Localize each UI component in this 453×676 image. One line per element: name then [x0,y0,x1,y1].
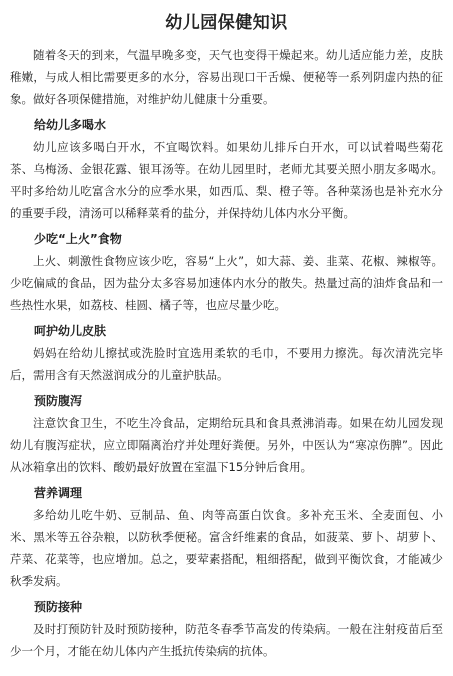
intro-paragraph: 随着冬天的到来，气温早晚多变，天气也变得干燥起来。幼儿适应能力差，皮肤稚嫩，与成人相比需要更多的水分，容易出现口干舌燥、便秘等一系列阴虚内热的征象。做好各项保健措施，对维护幼儿健康十分重要。 [10,48,443,106]
section-heading-nutrition: 营养调理 [34,486,83,500]
section-text-water: 幼儿应该多喝白开水，不宜喝饮料。如果幼儿排斥白开水，可以试着喝些菊花茶、乌梅汤、金银花露、银耳汤等。在幼儿园里时，老师尤其要关照小朋友多喝水。平时多给幼儿吃富含水分的应季水果，如西瓜、梨、橙子等。各种菜汤也是补充水分的重要手段，清汤可以稀释菜肴的盐分，并保持幼儿体内水分平衡。 [10,140,443,220]
section-text-food: 上火、刺激性食物应该少吃，容易“上火”，如大蒜、姜、韭菜、花椒、辣椒等。少吃偏咸的食品，因为盐分太多容易加速体内水分的散失。热量过高的油炸食品和一些热性水果，如荔枝、桂圆、橘子等，也应尽量少吃。 [10,254,443,312]
section-text-skin: 妈妈在给幼儿擦拭或洗脸时宜选用柔软的毛巾，不要用力擦洗。每次清洗完毕后，需用含有天然滋润成分的儿童护肤品。 [10,346,443,382]
section-heading-food: 少吃“上火”食物 [34,232,122,246]
section-heading-diarrhea: 预防腹泻 [34,394,83,408]
section-heading-vaccination: 预防接种 [34,600,83,614]
page-title: 幼儿园保健知识 [165,13,288,33]
section-heading-skin: 呵护幼儿皮肤 [34,324,107,338]
section-text-nutrition: 多给幼儿吃牛奶、豆制品、鱼、肉等高蛋白饮食。多补充玉米、全麦面包、小米、黑米等五谷杂粮，以防秋季便秘。富含纤维素的食品，如菠菜、萝卜、胡萝卜、芹菜、花菜等，也应增加。总之，要荤素搭配，粗细搭配，做到平衡饮食，才能减少秋季发病。 [10,508,443,588]
section-text-diarrhea: 注意饮食卫生，不吃生冷食品，定期给玩具和食具煮沸消毒。如果在幼儿园发现幼儿有腹泻症状，应立即隔离治疗并处理好粪便。另外，中医认为“寒凉伤脾”。因此从冰箱拿出的饮料、酸奶最好放置在室温下15分钟后食用。 [10,416,443,474]
section-text-vaccination: 及时打预防针及时预防接种，防范冬春季节高发的传染病。一般在注射疫苗后至少一个月，才能在幼儿体内产生抵抗传染病的抗体。 [10,622,443,658]
section-heading-water: 给幼儿多喝水 [34,118,107,132]
